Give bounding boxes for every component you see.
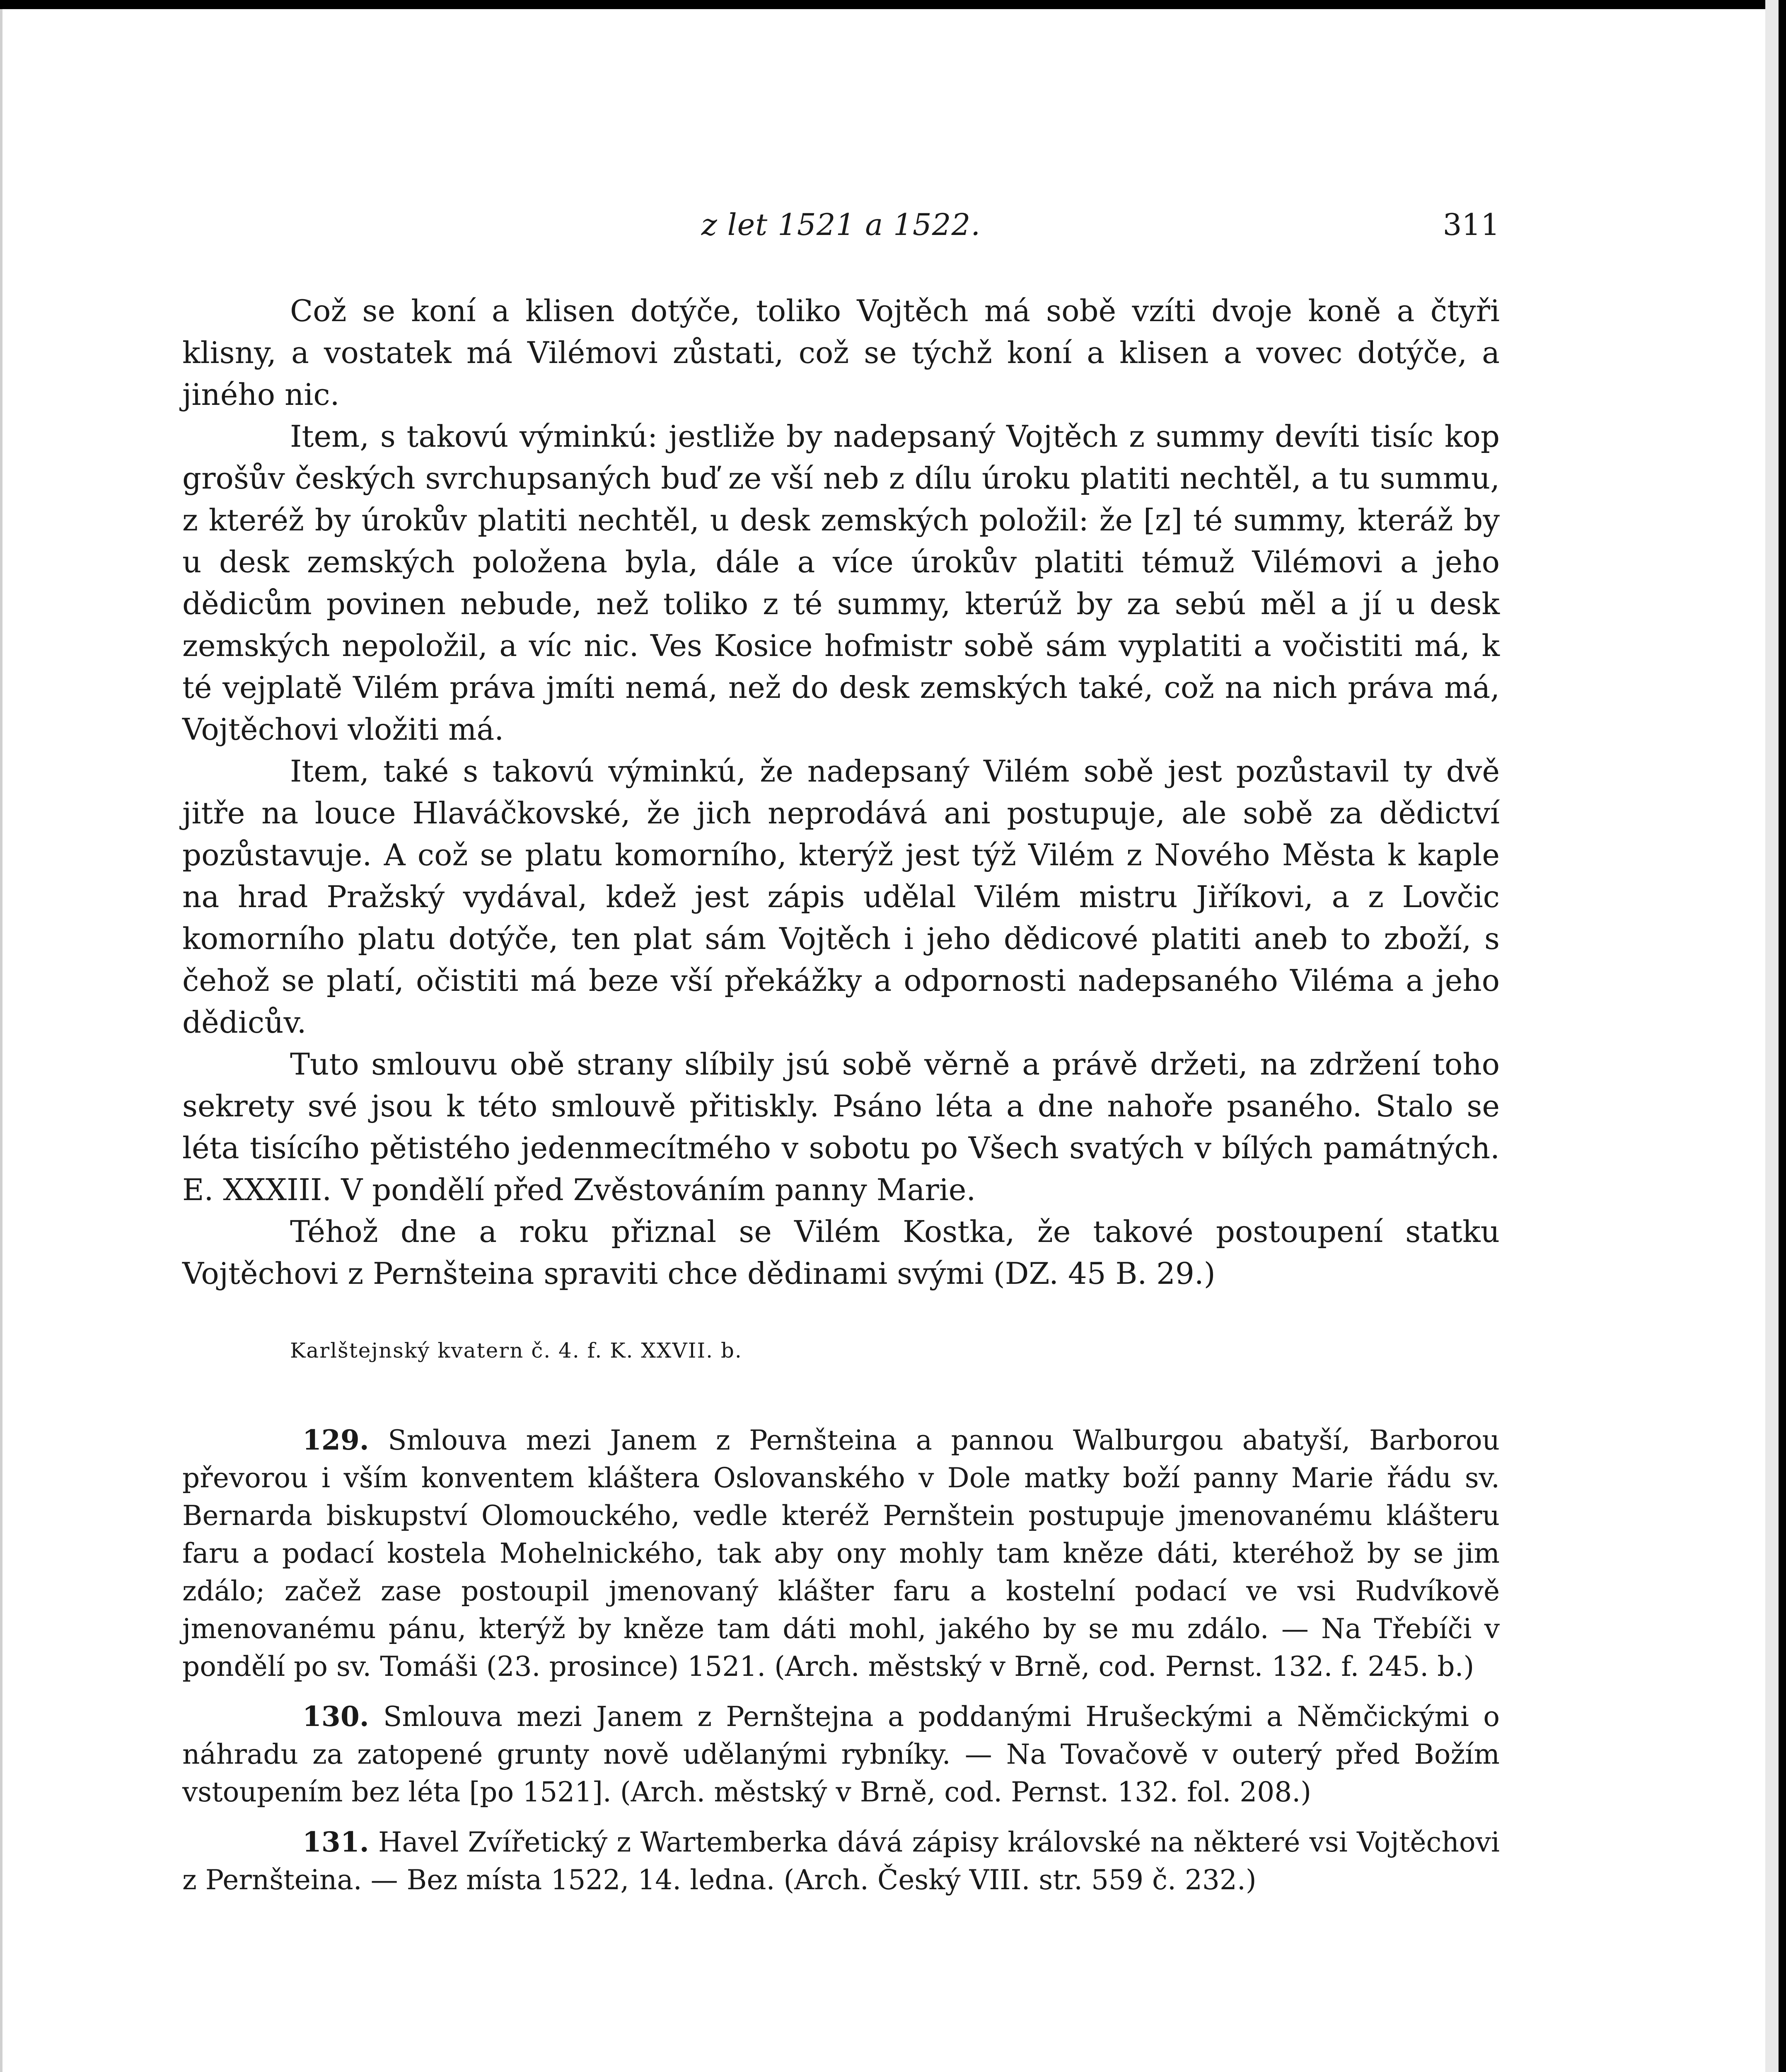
- scan-border-top: [0, 0, 1786, 9]
- entry-text: Smlouva mezi Janem z Pernštejna a poddanými Hrušeckými a Němčickými o náhradu za zatopené grunty nově udělanými rybníky. — Na Tovačově v outerý před Božím vstoupením bez léta [po 1521]. (Arch. městský v Brně, cod. Pernst. 132. fol. 208.): [182, 1701, 1500, 1808]
- entry: [182, 1421, 1500, 1685]
- scan-border-left: [0, 9, 2, 2072]
- source-note: Karlštejnský kvatern č. 4. f. K. XXVII. b.: [290, 1339, 742, 1363]
- scan-border-right: [1779, 0, 1786, 2072]
- paragraph: Item, také s takovú výminkú, že nadepsaný Vilém sobě jest pozůstavil ty dvě jitře na louce Hlaváčkovské, že jich neprodává ani postupuje, ale sobě za dědictví pozůstavuje. A což se platu komorního, kterýž jest týž Vilém z Nového Města k kaple na hrad Pražský vydával, kdež jest zápis udělal Vilém mistru Jiříkovi, a z Lovčic komorního platu dotýče, ten plat sám Vojtěch i jeho dědicové platiti aneb to zboží, s čehož se platí, očistiti má beze vší překážky a odpornosti nadepsaného Viléma a jeho dědicův.: [182, 754, 1500, 1040]
- main-text: [182, 290, 1500, 1295]
- entry-number: 129.: [302, 1424, 369, 1456]
- entry-number: 131.: [302, 1826, 369, 1858]
- running-title: z let 1521 a 1522.: [701, 207, 981, 242]
- entry-number: 130.: [302, 1700, 369, 1733]
- entry-text: Smlouva mezi Janem z Pernšteina a pannou Walburgou abatyší, Barborou převorou i vším konventem kláštera Oslovanského v Dole matky boží panny Marie řádu sv. Bernarda biskupství Olomouckého, vedle kteréž Pernštein postupuje jmenovanému klášteru faru a podací kostela Mohelnického, tak aby ony mohly tam kněze dáti, kteréhož by se jim zdálo; začež zase postoupil jmenovaný klášter faru a kostelní podací ve vsi Rudvíkově jmenovanému pánu, kterýž by kněze tam dáti mohl, jakého by se mu zdálo. — Na Třebíči v pondělí po sv. Tomáši (23. prosince) 1521. (Arch. městský v Brně, cod. Pernst. 132. f. 245. b.): [182, 1424, 1500, 1682]
- entry-text: Havel Zvířetický z Wartemberka dává zápisy královské na některé vsi Vojtěchovi z Pernšteina. — Bez místa 1522, 14. ledna. (Arch. Český VIII. str. 559 č. 232.): [182, 1826, 1500, 1896]
- regest-entries: [182, 1421, 1500, 1911]
- entry: [182, 1823, 1500, 1899]
- paragraph: Tuto smlouvu obě strany slíbily jsú sobě věrně a právě držeti, na zdržení toho sekrety své jsou k této smlouvě přitiskly. Psáno léta a dne nahoře psaného. Stalo se léta tisícího pětistého jedenmecítmého v sobotu po Všech svatých v bílých památných. E. XXXIII. V pondělí před Zvěstováním panny Marie.: [182, 1047, 1500, 1207]
- scan-border-right-shadow: [1765, 0, 1779, 2072]
- page-header: [182, 207, 1500, 253]
- page-number: 311: [1443, 207, 1500, 242]
- paragraph: Což se koní a klisen dotýče, toliko Vojtěch má sobě vzíti dvoje koně a čtyři klisny, a vostatek má Vilémovi zůstati, což se týchž koní a klisen a vovec dotýče, a jiného nic.: [182, 293, 1500, 412]
- entry: [182, 1698, 1500, 1811]
- paragraph: Item, s takovú výminkú: jestliže by nadepsaný Vojtěch z summy devíti tisíc kop grošův českých svrchupsaných buď ze vší neb z dílu úroku platiti nechtěl, a tu summu, z kteréž by úrokův platiti nechtěl, u desk zemských položil: že [z] té summy, kteráž by u desk zemských položena byla, dále a více úrokův platiti témuž Vilémovi a jeho dědicům povinen nebude, než toliko z té summy, kterúž by za sebú měl a jí u desk zemských nepoložil, a víc nic. Ves Kosice hofmistr sobě sám vyplatiti a vočistiti má, k té vejplatě Vilém práva jmíti nemá, než do desk zemských také, což na nich práva má, Vojtěchovi vložiti má.: [182, 419, 1500, 747]
- paragraph: Téhož dne a roku přiznal se Vilém Kostka, že takové postoupení statku Vojtěchovi z Pernšteina spraviti chce dědinami svými (DZ. 45 B. 29.): [182, 1214, 1500, 1291]
